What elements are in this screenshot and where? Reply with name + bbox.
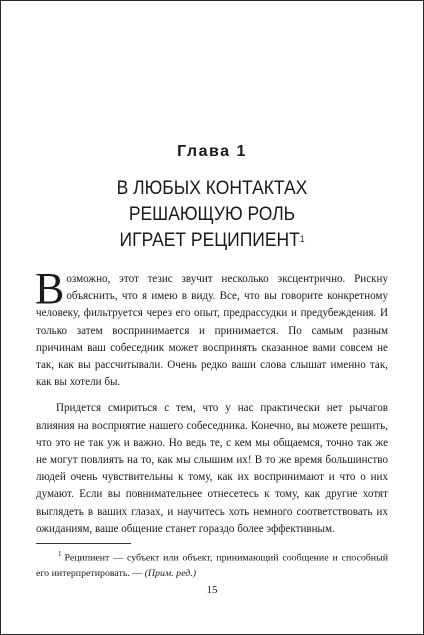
footnote-divider <box>36 543 131 544</box>
footnote-editor-note: (Прим. ред.) <box>144 567 197 579</box>
drop-cap: В <box>35 264 65 313</box>
paragraph-2: Придется смириться с тем, что у нас практически нет рычагов влияния на восприятие нашего собеседника. Конечно, вы можете решить, что это не так уж и важно. Но ведь те, с кем мы общаемся, точно так же не могут повлиять на то, как мы слышим их! В то же время большинство людей очень чувствительны к тому, как их воспринимают и что о них думают. Если вы повнимательнее отнесетесь к тому, как другие хотят выглядеть в ваших глазах, и научитесь хоть немного соответствовать их ожиданиям, ваше общение станет гораздо более эффективным. <box>36 402 388 535</box>
chapter-label: Глава 1 <box>177 143 247 160</box>
title-footnote-ref: 1 <box>299 234 305 244</box>
chapter-title-line-1: В ЛЮБЫХ КОНТАКТАХ <box>116 178 308 199</box>
chapter-title-line-2: РЕШАЮЩУЮ РОЛЬ <box>128 204 296 225</box>
chapter-title <box>18 176 406 254</box>
paragraph-1-text: озможно, этот тезис звучит несколько эксцентрично. Рискну объяснить, что я имею в виду. Все, что вы говорите конкретному человеку, фильтруется через его опыт, предрассудки и предубеждения. И только затем воспринимается и принимается. По самым разным причинам ваш собеседник может воспринять сказанное вами совсем не так, как вы рассчитывали. Очень редко ваши слова слышат именно так, как вы хотели бы. <box>36 273 388 389</box>
footnote <box>36 547 388 581</box>
body-text <box>35 264 388 538</box>
chapter-title-line-3 <box>18 228 406 254</box>
paragraph-1 <box>35 264 388 391</box>
footnote-text: Реципиент — субъект или объект, принимающий сообщение и способный его интерпретировать. — <box>36 552 388 579</box>
page-number: 15 <box>206 584 218 596</box>
footnote-marker: 1 <box>58 550 62 558</box>
chapter-title-line-3-text: ИГРАЕТ РЕЦИПИЕНТ <box>119 230 300 251</box>
